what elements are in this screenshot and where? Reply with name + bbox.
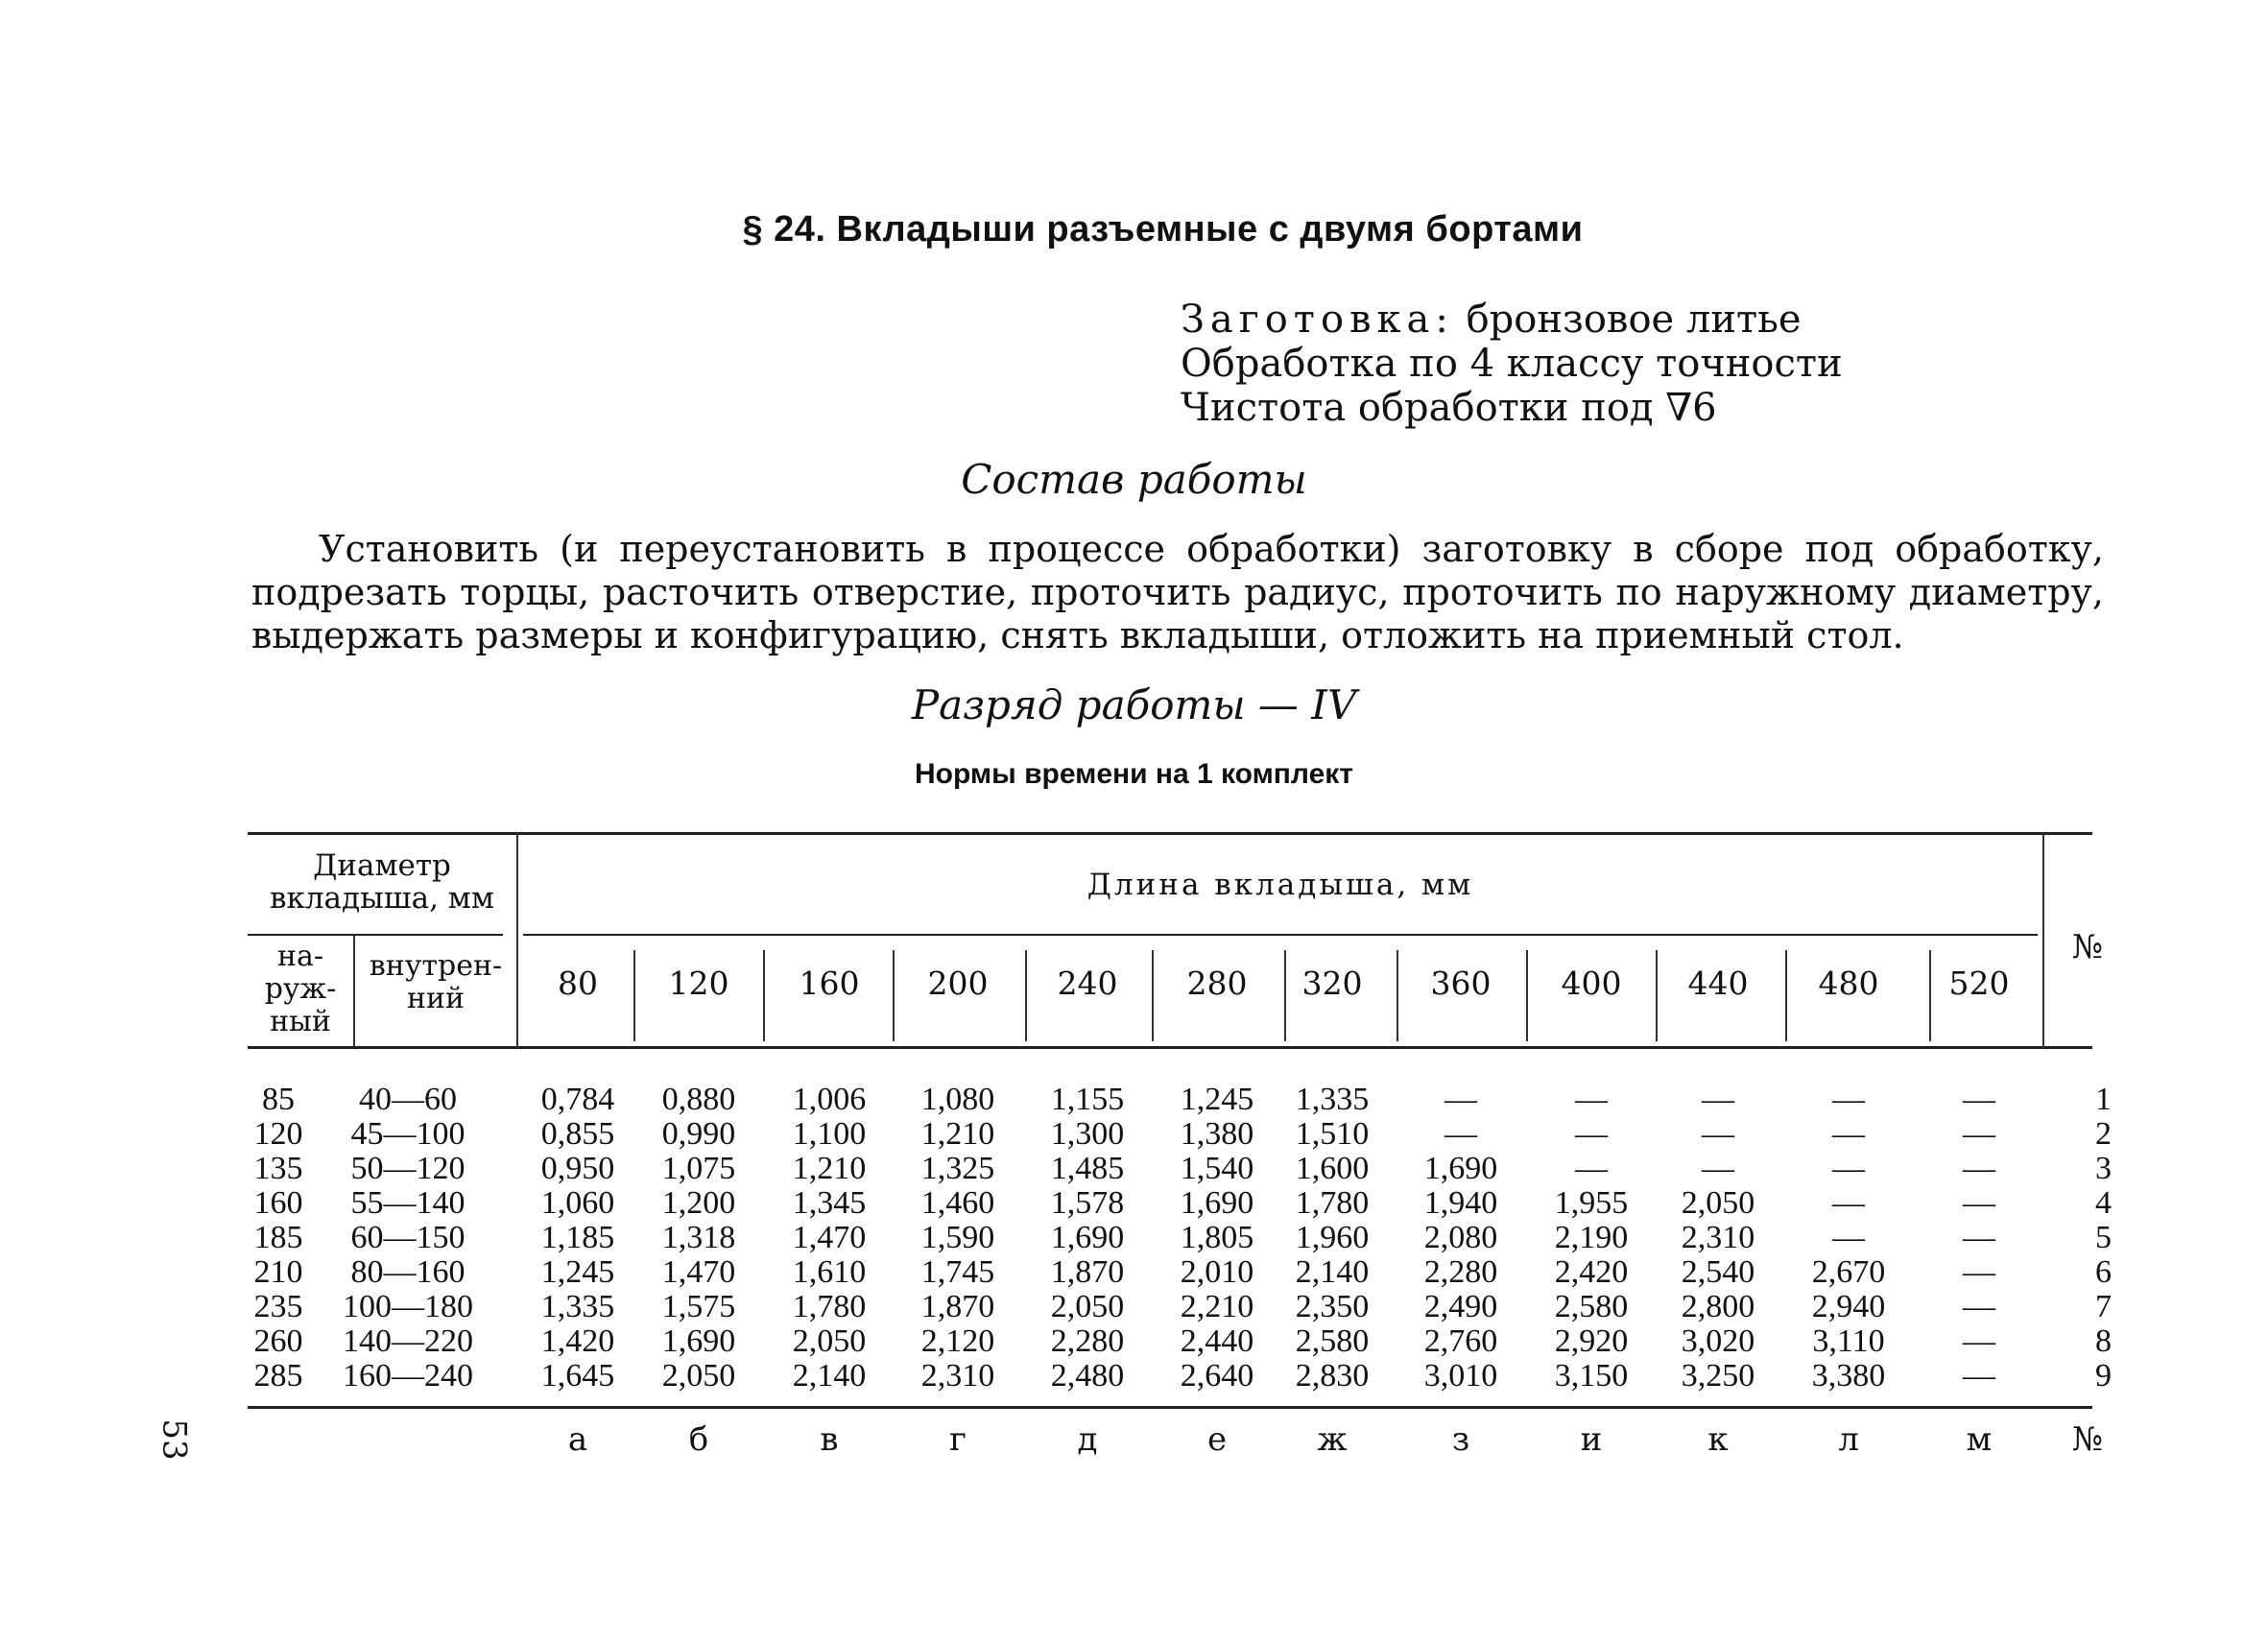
time-norm-cell: 1,335 xyxy=(540,1289,615,1324)
time-norm-cell: 1,185 xyxy=(540,1220,615,1255)
time-norm-cell: 1,485 xyxy=(1050,1151,1125,1186)
time-norm-cell: 1,100 xyxy=(792,1116,867,1152)
length-column-header: 160 xyxy=(799,965,860,1002)
time-norm-cell: — xyxy=(1444,1116,1477,1152)
time-norm-cell: 2,140 xyxy=(792,1358,867,1394)
time-norm-cell: 1,245 xyxy=(540,1254,615,1290)
time-norm-cell: 1,690 xyxy=(661,1323,736,1359)
time-norm-cell: 0,880 xyxy=(661,1082,736,1117)
column-letter: д xyxy=(1077,1420,1098,1459)
time-norm-cell: 3,010 xyxy=(1423,1358,1498,1394)
time-norm-cell: — xyxy=(1963,1185,1995,1221)
column-letter: к xyxy=(1707,1420,1729,1459)
outer-header: на-руж-ный xyxy=(264,940,337,1038)
time-norm-cell: 2,140 xyxy=(1295,1254,1370,1290)
section-title: § 24. Вкладыши разъемные с двумя бортами xyxy=(742,209,1584,250)
time-norm-cell: — xyxy=(1963,1082,1995,1117)
length-column-header: 440 xyxy=(1687,965,1749,1002)
time-norm-cell: 1,080 xyxy=(920,1082,995,1117)
time-norm-cell: 1,590 xyxy=(920,1220,995,1255)
length-column-header: 240 xyxy=(1057,965,1118,1002)
length-column-header: 280 xyxy=(1186,965,1248,1002)
time-norm-cell: — xyxy=(1963,1116,1995,1152)
table-bottom-rule xyxy=(248,1406,2092,1409)
time-norm-cell: — xyxy=(1963,1220,1995,1255)
inner-header: внутрен-ний xyxy=(369,949,503,1015)
outer-diameter-cell: 210 xyxy=(253,1254,303,1290)
time-norm-cell: 1,006 xyxy=(792,1082,867,1117)
column-letter: л xyxy=(1838,1420,1859,1459)
length-header: Длина вкладыша, мм xyxy=(1086,868,1474,902)
time-norm-cell: 1,420 xyxy=(540,1323,615,1359)
page-number: 53 xyxy=(155,1418,194,1461)
time-norm-cell: 2,490 xyxy=(1423,1289,1498,1324)
inner-diameter-cell: 45—100 xyxy=(350,1116,466,1152)
length-column-header: 120 xyxy=(668,965,729,1002)
diameter-subrule xyxy=(248,934,503,936)
time-norm-cell: 2,190 xyxy=(1554,1220,1629,1255)
num-header: № xyxy=(2071,928,2104,966)
time-norm-cell: 2,350 xyxy=(1295,1289,1370,1324)
length-column-divider xyxy=(763,950,765,1041)
num-divider xyxy=(2042,832,2044,1048)
row-number-cell: 8 xyxy=(2095,1323,2112,1359)
time-norm-cell: 1,690 xyxy=(1423,1151,1498,1186)
outer-diameter-cell: 120 xyxy=(253,1116,303,1152)
time-norm-cell: — xyxy=(1832,1151,1865,1186)
length-column-divider xyxy=(1785,950,1787,1041)
time-norm-cell: 1,940 xyxy=(1423,1185,1498,1221)
time-norm-cell: 2,760 xyxy=(1423,1323,1498,1359)
blank-label: Заготовка: xyxy=(1181,298,1454,342)
outer-diameter-cell: 285 xyxy=(253,1358,303,1394)
time-norm-cell: — xyxy=(1963,1323,1995,1359)
spec-line-2: Обработка по 4 классу точности xyxy=(1181,342,1843,386)
time-norm-cell: 1,075 xyxy=(661,1151,736,1186)
time-norm-cell: 1,870 xyxy=(1050,1254,1125,1290)
time-norm-cell: 2,830 xyxy=(1295,1358,1370,1394)
length-column-header: 200 xyxy=(927,965,989,1002)
time-norm-cell: 1,245 xyxy=(1180,1082,1254,1117)
spec-line-1 xyxy=(1181,298,1802,342)
time-norm-cell: 0,950 xyxy=(540,1151,615,1186)
time-norm-cell: 2,440 xyxy=(1180,1323,1254,1359)
row-number-cell: 6 xyxy=(2095,1254,2112,1290)
time-norm-cell: 2,010 xyxy=(1180,1254,1254,1290)
diameter-divider xyxy=(516,832,518,1048)
length-column-header: 520 xyxy=(1948,965,2010,1002)
time-norm-cell: 1,210 xyxy=(792,1151,867,1186)
time-norm-cell: 2,540 xyxy=(1681,1254,1755,1290)
time-norm-cell: — xyxy=(1832,1082,1865,1117)
time-norm-cell: 1,955 xyxy=(1554,1185,1629,1221)
time-norm-cell: 1,460 xyxy=(920,1185,995,1221)
column-letter: г xyxy=(949,1420,967,1459)
time-norm-cell: 2,580 xyxy=(1554,1289,1629,1324)
time-norm-cell: 0,784 xyxy=(540,1082,615,1117)
length-column-header: 400 xyxy=(1561,965,1622,1002)
length-column-divider xyxy=(1656,950,1658,1041)
time-norm-cell: 3,250 xyxy=(1681,1358,1755,1394)
length-column-divider xyxy=(633,950,635,1041)
time-norm-cell: 2,310 xyxy=(920,1358,995,1394)
time-norm-cell: 1,805 xyxy=(1180,1220,1254,1255)
inner-diameter-cell: 40—60 xyxy=(359,1082,457,1117)
length-column-divider xyxy=(1526,950,1528,1041)
length-column-header: 480 xyxy=(1818,965,1879,1002)
work-heading: Состав работы xyxy=(961,456,1307,503)
time-norm-cell: — xyxy=(1575,1082,1608,1117)
time-norm-cell: — xyxy=(1575,1116,1608,1152)
time-norm-cell: 1,470 xyxy=(792,1220,867,1255)
table-top-rule xyxy=(248,832,2092,835)
time-norm-cell: 1,610 xyxy=(792,1254,867,1290)
length-subrule xyxy=(523,934,2038,936)
inner-diameter-cell: 50—120 xyxy=(350,1151,466,1186)
footer-num: № xyxy=(2071,1420,2104,1459)
time-norm-cell: — xyxy=(1702,1082,1734,1117)
time-norm-cell: 2,800 xyxy=(1681,1289,1755,1324)
column-letter: ж xyxy=(1317,1420,1348,1459)
time-norm-cell: 3,110 xyxy=(1812,1323,1885,1359)
time-norm-cell: 1,470 xyxy=(661,1254,736,1290)
time-norm-cell: 2,920 xyxy=(1554,1323,1629,1359)
time-norm-cell: 1,690 xyxy=(1050,1220,1125,1255)
time-norm-cell: 2,640 xyxy=(1180,1358,1254,1394)
outer-diameter-cell: 235 xyxy=(253,1289,303,1324)
outer-diameter-cell: 185 xyxy=(253,1220,303,1255)
time-norm-cell: 2,280 xyxy=(1050,1323,1125,1359)
length-column-divider xyxy=(1025,950,1027,1041)
time-norm-cell: 1,200 xyxy=(661,1185,736,1221)
column-letter: б xyxy=(688,1420,709,1459)
length-column-divider xyxy=(1152,950,1154,1041)
work-grade: Разряд работы — IV xyxy=(911,681,1357,728)
time-norm-cell: 1,645 xyxy=(540,1358,615,1394)
length-column-header: 360 xyxy=(1430,965,1492,1002)
time-norm-cell: — xyxy=(1963,1254,1995,1290)
time-norm-cell: 1,380 xyxy=(1180,1116,1254,1152)
outer-diameter-cell: 135 xyxy=(253,1151,303,1186)
time-norm-cell: 2,580 xyxy=(1295,1323,1370,1359)
time-norm-cell: 2,120 xyxy=(920,1323,995,1359)
inner-diameter-cell: 80—160 xyxy=(350,1254,466,1290)
time-norm-cell: 1,870 xyxy=(920,1289,995,1324)
time-norm-cell: 0,990 xyxy=(661,1116,736,1152)
outer-diameter-cell: 160 xyxy=(253,1185,303,1221)
time-norm-cell: 1,578 xyxy=(1050,1185,1125,1221)
time-norm-cell: 1,960 xyxy=(1295,1220,1370,1255)
row-number-cell: 2 xyxy=(2095,1116,2112,1152)
time-norm-cell: — xyxy=(1444,1082,1477,1117)
time-norm-cell: 1,060 xyxy=(540,1185,615,1221)
time-norm-cell: — xyxy=(1963,1358,1995,1394)
time-norm-cell: 1,318 xyxy=(661,1220,736,1255)
column-letter: е xyxy=(1206,1420,1228,1459)
row-number-cell: 4 xyxy=(2095,1185,2112,1221)
time-norm-cell: 2,480 xyxy=(1050,1358,1125,1394)
time-norm-cell: — xyxy=(1702,1116,1734,1152)
time-norm-cell: 1,335 xyxy=(1295,1082,1370,1117)
inner-diameter-cell: 55—140 xyxy=(350,1185,466,1221)
time-norm-cell: 2,050 xyxy=(792,1323,867,1359)
time-norm-cell: 1,745 xyxy=(920,1254,995,1290)
outer-diameter-cell: 85 xyxy=(262,1082,295,1117)
time-norm-cell: 2,210 xyxy=(1180,1289,1254,1324)
inner-diameter-cell: 140—220 xyxy=(343,1323,473,1359)
time-norm-cell: 1,325 xyxy=(920,1151,995,1186)
time-norm-cell: 2,420 xyxy=(1554,1254,1629,1290)
time-norm-cell: 2,050 xyxy=(1681,1185,1755,1221)
length-column-header: 320 xyxy=(1301,965,1363,1002)
time-norm-cell: 2,080 xyxy=(1423,1220,1498,1255)
column-letter: а xyxy=(567,1420,588,1459)
time-norm-cell: 3,150 xyxy=(1554,1358,1629,1394)
blank-value: бронзовое литье xyxy=(1466,298,1802,342)
time-norm-cell: 2,050 xyxy=(661,1358,736,1394)
time-norm-cell: 3,380 xyxy=(1811,1358,1886,1394)
time-norm-cell: 2,280 xyxy=(1423,1254,1498,1290)
row-number-cell: 5 xyxy=(2095,1220,2112,1255)
time-norm-cell: 1,780 xyxy=(792,1289,867,1324)
spec-line-3: Чистота обработки под ∇6 xyxy=(1181,386,1717,430)
time-norm-cell: — xyxy=(1832,1185,1865,1221)
time-norm-cell: 1,575 xyxy=(661,1289,736,1324)
length-column-divider xyxy=(893,950,895,1041)
outer-diameter-cell: 260 xyxy=(253,1323,303,1359)
time-norm-cell: — xyxy=(1963,1151,1995,1186)
time-norm-cell: 1,510 xyxy=(1295,1116,1370,1152)
column-letter: м xyxy=(1966,1420,1993,1459)
header-bottom-rule xyxy=(248,1046,2092,1049)
time-norm-cell: 1,600 xyxy=(1295,1151,1370,1186)
time-norm-cell: 1,540 xyxy=(1180,1151,1254,1186)
inner-diameter-cell: 60—150 xyxy=(350,1220,466,1255)
column-letter: в xyxy=(820,1420,839,1459)
inner-diameter-cell: 100—180 xyxy=(343,1289,473,1324)
time-norm-cell: 1,210 xyxy=(920,1116,995,1152)
row-number-cell: 7 xyxy=(2095,1289,2112,1324)
time-norm-cell: 2,670 xyxy=(1811,1254,1886,1290)
time-norm-cell: 1,690 xyxy=(1180,1185,1254,1221)
time-norm-cell: 3,020 xyxy=(1681,1323,1755,1359)
time-norm-cell: — xyxy=(1832,1116,1865,1152)
time-norm-cell: 1,300 xyxy=(1050,1116,1125,1152)
time-norm-cell: 2,940 xyxy=(1811,1289,1886,1324)
time-norm-cell: — xyxy=(1832,1220,1865,1255)
row-number-cell: 9 xyxy=(2095,1358,2112,1394)
length-column-header: 80 xyxy=(558,965,598,1002)
time-norm-cell: 2,050 xyxy=(1050,1289,1125,1324)
column-letter: з xyxy=(1451,1420,1470,1459)
row-number-cell: 3 xyxy=(2095,1151,2112,1186)
table-caption: Нормы времени на 1 комплект xyxy=(915,758,1353,790)
column-letter: и xyxy=(1580,1420,1603,1459)
diameter-header: Диаметр вкладыша, мм xyxy=(270,848,494,916)
time-norm-cell: 1,345 xyxy=(792,1185,867,1221)
time-norm-cell: — xyxy=(1575,1151,1608,1186)
work-text: Установить (и переустановить в процессе обработки) заготовку в сборе под обработку, подрезать торцы, расточить отверстие, проточить радиус, проточить по наружному диаметру, выдержать размеры и конфигурацию, снять вкладыши, отложить на приемный стол. xyxy=(251,528,2104,656)
time-norm-cell: 2,310 xyxy=(1681,1220,1755,1255)
inner-diameter-cell: 160—240 xyxy=(343,1358,473,1394)
time-norm-cell: 1,780 xyxy=(1295,1185,1370,1221)
time-norm-cell: — xyxy=(1963,1289,1995,1324)
row-number-cell: 1 xyxy=(2095,1082,2112,1117)
time-norm-cell: 0,855 xyxy=(540,1116,615,1152)
time-norm-cell: 1,155 xyxy=(1050,1082,1125,1117)
length-column-divider xyxy=(1397,950,1398,1041)
time-norm-cell: — xyxy=(1702,1151,1734,1186)
